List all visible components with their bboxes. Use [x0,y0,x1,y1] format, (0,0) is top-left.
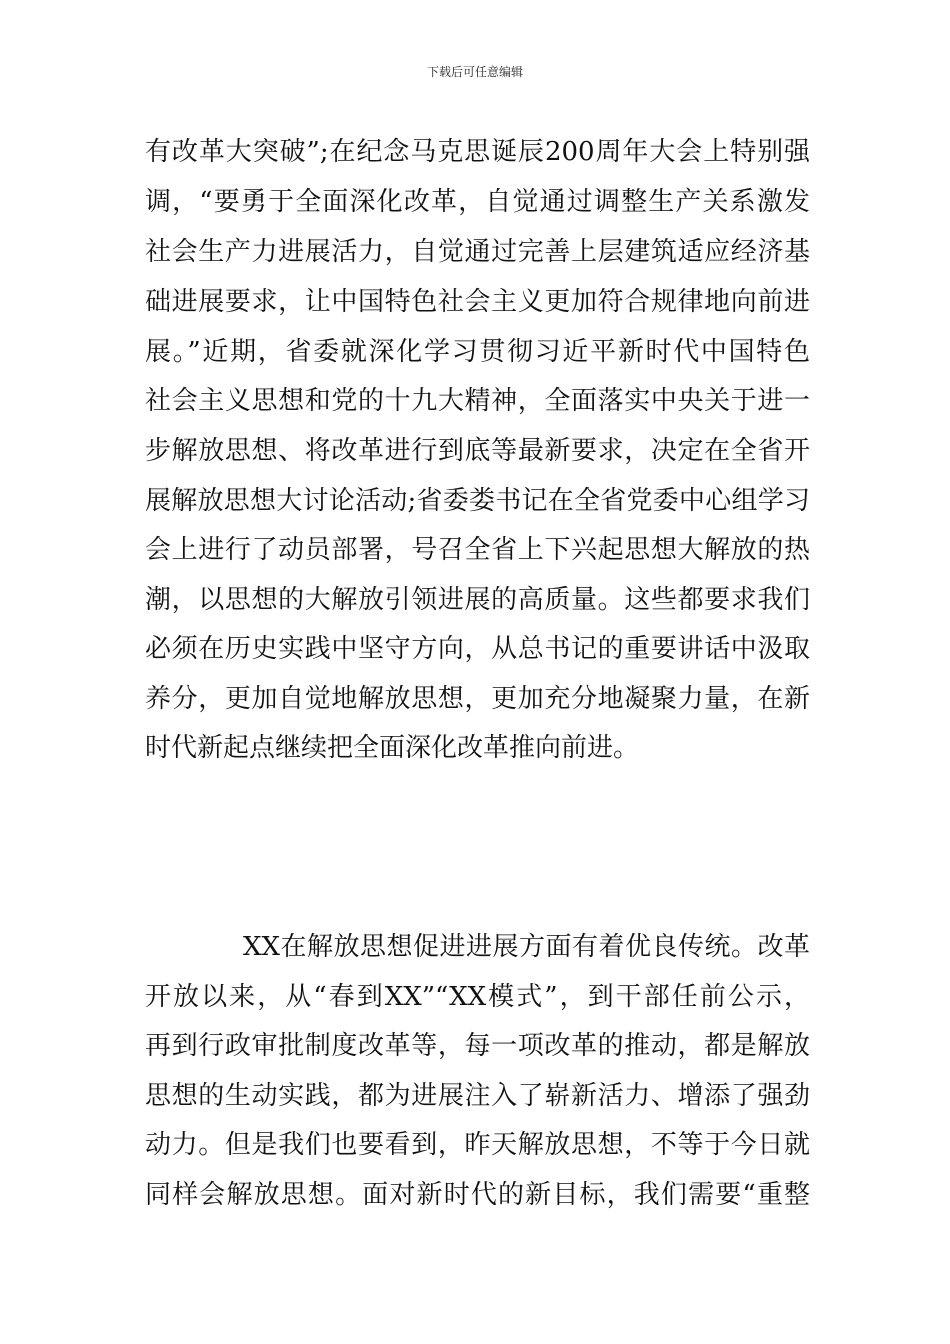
text-line: 会上进行了动员部署，号召全省上下兴起思想大解放的热 [145,535,810,565]
text-line: 再到行政审批制度改革等，每一项改革的推动，都是解放 [145,1031,810,1061]
text-line: 社会主义思想和党的十九大精神，全面落实中央关于进一 [145,386,810,416]
text-line: XX在解放思想促进进展方面有着优良传统。改革 [243,932,810,962]
text-line: 必须在历史实践中坚守方向，从总书记的重要讲话中汲取 [145,634,810,664]
text-line: 有改革大突破”;在纪念马克思诞辰200周年大会上特别强 [145,137,810,167]
text-line: 开放以来，从“春到XX”“XX模式”，到干部任前公示， [145,982,810,1012]
text-line: 动力。但是我们也要看到，昨天解放思想，不等于今日就 [145,1130,810,1160]
text-line: 同样会解放思想。面对新时代的新目标，我们需要“重整 [145,1180,810,1210]
text-line: 潮，以思想的大解放引领进展的高质量。这些都要求我们 [145,585,810,615]
text-line: 养分，更加自觉地解放思想，更加充分地凝聚力量，在新 [145,684,810,714]
text-line: 步解放思想、将改革进行到底等最新要求，决定在全省开 [145,436,810,466]
text-line: 调，“要勇于全面深化改革，自觉通过调整生产关系激发 [145,187,810,217]
text-line: 展。”近期，省委就深化学习贯彻习近平新时代中国特色 [145,337,810,367]
text-line: 展解放思想大讨论活动;省委娄书记在全省党委中心组学习 [145,486,810,516]
text-line: 思想的生动实践，都为进展注入了崭新活力、增添了强劲 [145,1081,810,1111]
page-header: 下载后可任意编辑 [426,65,523,79]
text-line: 社会生产力进展活力，自觉通过完善上层建筑适应经济基 [145,237,810,267]
text-line: 时代新起点继续把全面深化改革推向前进。 [145,733,640,763]
text-line: 础进展要求，让中国特色社会主义更加符合规律地向前进 [145,287,810,317]
